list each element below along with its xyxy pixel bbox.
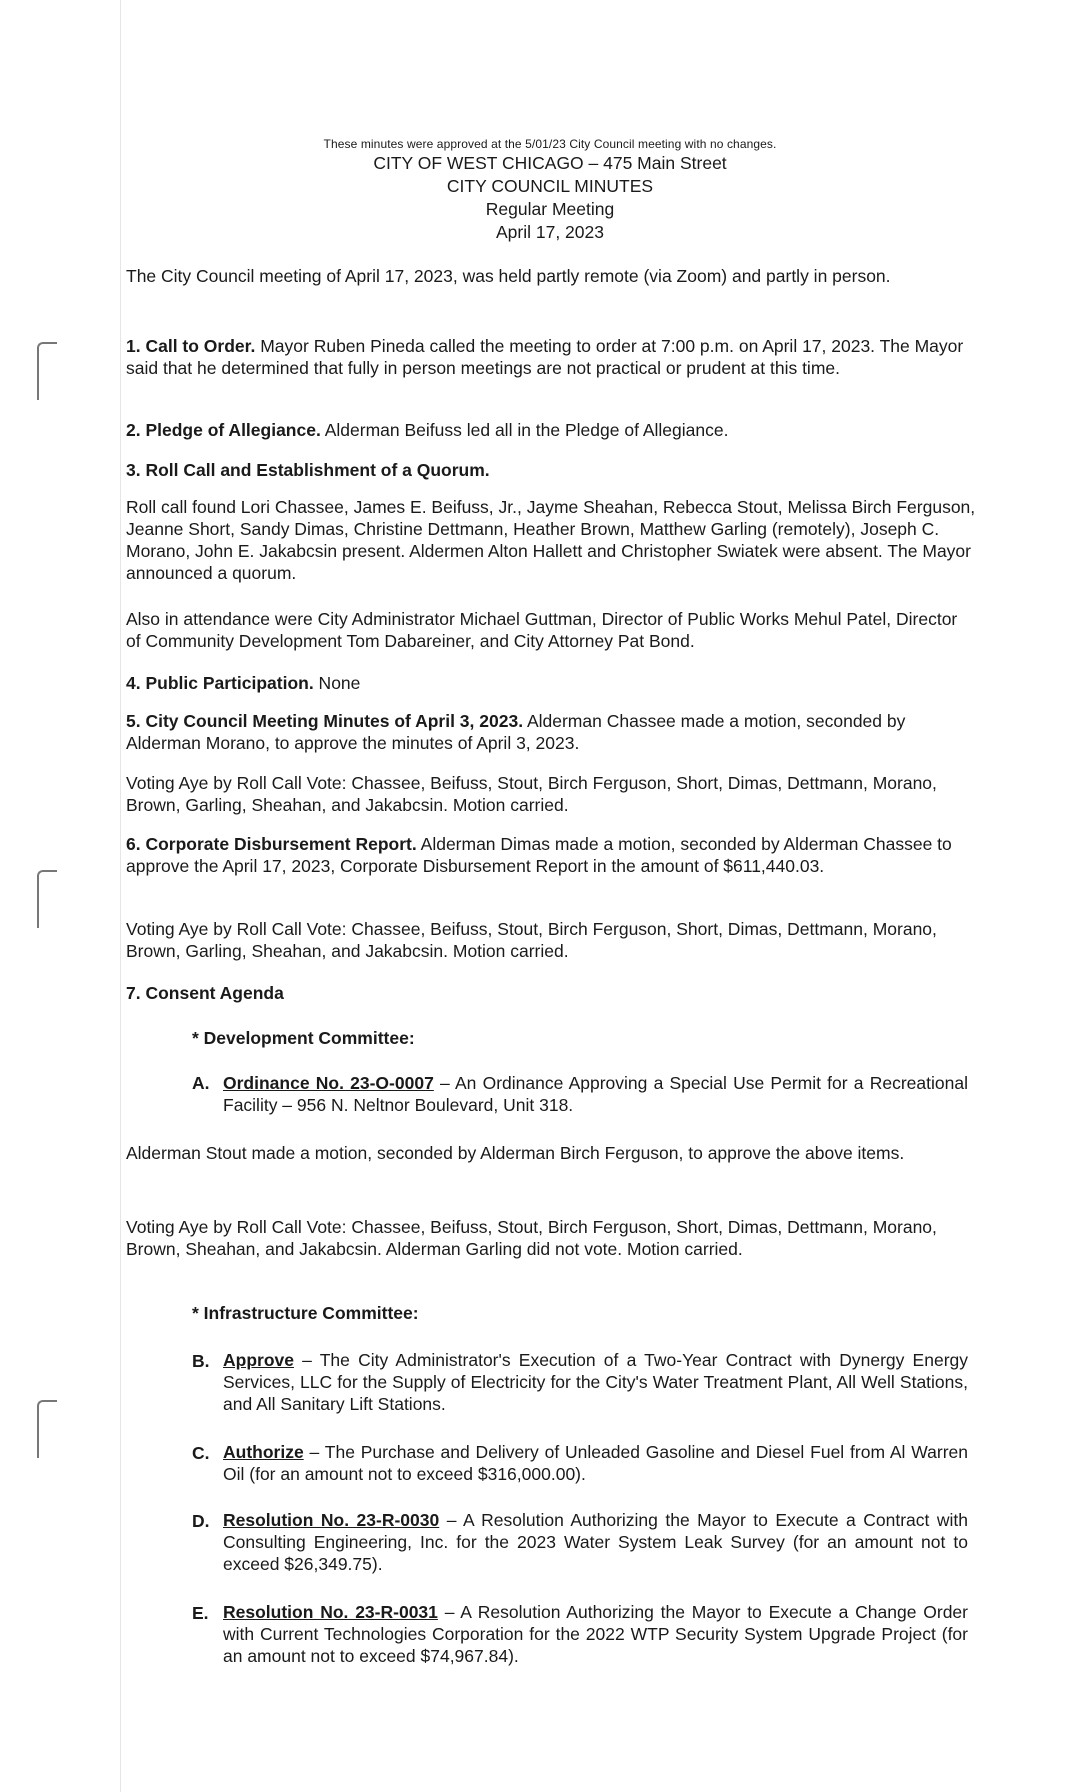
committee-heading: * Development Committee: (192, 1028, 415, 1048)
item-letter: C. (192, 1443, 210, 1463)
item-heading: 2. Pledge of Allegiance. (126, 420, 321, 440)
item-text: – The Purchase and Delivery of Unleaded Gasoline and Diesel Fuel from Al Warren Oil (for an amount not to exceed $316,000.00). (223, 1442, 968, 1484)
item-reference: Approve (223, 1350, 294, 1370)
item-reference: Ordinance No. 23-O-0007 (223, 1073, 434, 1093)
item-text: – A Resolution Authorizing the Mayor to Execute a Contract with Consulting Engineering, Inc. for the 2023 Water System Leak Survey (for an amount not to exceed $26,349.75). (223, 1510, 968, 1574)
page-edge-shadow (120, 0, 121, 1792)
item-call-to-order (126, 335, 976, 379)
item-heading: 3. Roll Call and Establishment of a Quorum. (126, 460, 490, 480)
item-reference: Resolution No. 23-R-0030 (223, 1510, 440, 1530)
item-reference: Authorize (223, 1442, 304, 1462)
item-letter: E. (192, 1603, 209, 1623)
motion-paragraph: Alderman Stout made a motion, seconded by Alderman Birch Ferguson, to approve the above items. (126, 1143, 905, 1163)
item-text: None (313, 673, 361, 693)
vote-paragraph: Voting Aye by Roll Call Vote: Chassee, Beifuss, Stout, Birch Ferguson, Short, Dimas, Dettmann, Morano, Brown, Garling, Sheahan, and Jakabcsin. Motion carried. (126, 773, 937, 815)
punch-hole-mark (37, 1400, 57, 1458)
consent-item-c (223, 1441, 968, 1485)
item-text: – A Resolution Authorizing the Mayor to Execute a Change Order with Current Technologies Corporation for the 2022 WTP Security System Upgrade Project (for an amount not to exceed $74,967.84). (223, 1602, 968, 1666)
punch-hole-mark (37, 870, 57, 928)
item-text: Alderman Dimas made a motion, seconded by Alderman Chassee to approve the April 17, 2023, Corporate Disbursement Report in the amount of $611,440.03. (126, 834, 952, 876)
item-text: Mayor Ruben Pineda called the meeting to order at 7:00 p.m. on April 17, 2023. The Mayor said that he determined that fully in person meetings are not practical or prudent at this time. (126, 336, 964, 378)
consent-item-d (223, 1509, 968, 1575)
document-header (150, 136, 950, 244)
item-reference: Resolution No. 23-R-0031 (223, 1602, 438, 1622)
item-meeting-minutes (126, 710, 976, 754)
item-consent-agenda (126, 982, 976, 1004)
item-roll-call (126, 459, 976, 481)
meeting-date: April 17, 2023 (496, 222, 604, 242)
vote-paragraph: Voting Aye by Roll Call Vote: Chassee, Beifuss, Stout, Birch Ferguson, Short, Dimas, Dettmann, Morano, Brown, Garling, Sheahan, and Jakabcsin. Motion carried. (126, 919, 937, 961)
consent-item-e (223, 1601, 968, 1667)
item-text: – The City Administrator's Execution of a Two-Year Contract with Dynergy Energy Services, LLC for the Supply of Electricity for the City's Water Treatment Plant, All Well Stations, and All Sanitary Lift Stations. (223, 1350, 968, 1414)
item-letter: B. (192, 1351, 210, 1371)
item-pledge (126, 419, 976, 441)
item-text: Alderman Chassee made a motion, seconded by Alderman Morano, to approve the minutes of April 3, 2023. (126, 711, 906, 753)
item-heading: 6. Corporate Disbursement Report. (126, 834, 417, 854)
committee-heading: * Infrastructure Committee: (192, 1303, 419, 1323)
item-heading: 7. Consent Agenda (126, 983, 284, 1003)
punch-hole-mark (37, 342, 57, 400)
item-public-participation (126, 672, 976, 694)
item-disbursement-report (126, 833, 976, 877)
attendance-paragraph: Also in attendance were City Administrator Michael Guttman, Director of Public Works Mehul Patel, Director of Community Development Tom Dabareiner, and City Attorney Pat Bond. (126, 609, 958, 651)
item-letter: D. (192, 1511, 210, 1531)
approval-note: These minutes were approved at the 5/01/23 City Council meeting with no changes. (323, 137, 777, 151)
document-type: CITY COUNCIL MINUTES (446, 176, 654, 196)
consent-item-a (223, 1072, 968, 1116)
intro-paragraph: The City Council meeting of April 17, 2023, was held partly remote (via Zoom) and partly in person. (126, 266, 891, 286)
item-heading: 4. Public Participation. (126, 673, 314, 693)
item-text: – An Ordinance Approving a Special Use Permit for a Recreational Facility – 956 N. Neltnor Boulevard, Unit 318. (223, 1073, 968, 1115)
item-heading: 1. Call to Order. (126, 336, 256, 356)
city-address: CITY OF WEST CHICAGO – 475 Main Street (373, 153, 727, 173)
consent-item-b (223, 1349, 968, 1415)
item-text: Alderman Beifuss led all in the Pledge of Allegiance. (320, 420, 729, 440)
vote-paragraph: Voting Aye by Roll Call Vote: Chassee, Beifuss, Stout, Birch Ferguson, Short, Dimas, Dettmann, Morano, Brown, Sheahan, and Jakabcsin. Alderman Garling did not vote. Motion carried. (126, 1217, 937, 1259)
item-heading: 5. City Council Meeting Minutes of April 3, 2023. (126, 711, 524, 731)
roll-call-paragraph: Roll call found Lori Chassee, James E. Beifuss, Jr., Jayme Sheahan, Rebecca Stout, Melissa Birch Ferguson, Jeanne Short, Sandy Dimas, Christine Dettmann, Heather Brown, Matthew Garling (remotely), Joseph C. Morano, John E. Jakabcsin present. Aldermen Alton Hallett and Christopher Swiatek were absent. The Mayor announced a quorum. (126, 497, 976, 583)
meeting-type: Regular Meeting (485, 199, 615, 219)
item-letter: A. (192, 1073, 210, 1093)
